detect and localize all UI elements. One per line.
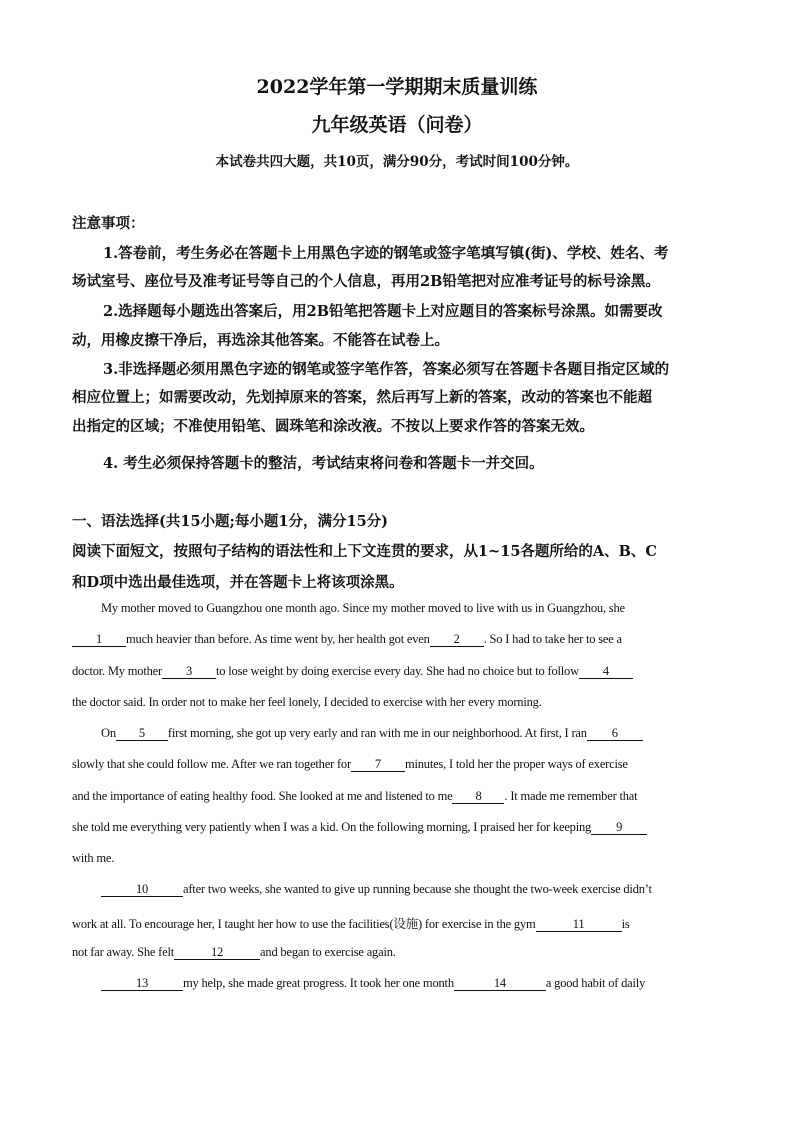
passage-line: she told me everything very patiently when I was a kid. On the following morning, I praised her for keeping 9 bbox=[72, 820, 724, 835]
notice-line: 场试室号、座位号及准考证号等自己的个人信息，再用2B铅笔把对应准考证号的标号涂黑。 bbox=[72, 273, 660, 290]
notice-line: 1.答卷前，考生务必在答题卡上用黑色字迹的钢笔或签字笔填写镇(街)、学校、姓名、考 bbox=[103, 245, 669, 262]
exam-subtitle: 九年级英语（问卷） bbox=[311, 114, 483, 136]
answer-blank: 5 bbox=[116, 726, 168, 741]
answer-blank: 7 bbox=[351, 757, 405, 772]
exam-title: 2022学年第一学期期末质量训练 bbox=[256, 76, 538, 98]
passage-line: 13 my help, she made great progress. It took her one month 14 a good habit of daily bbox=[101, 976, 753, 991]
passage-line: not far away. She felt 12 and began to exercise again. bbox=[72, 945, 396, 959]
notice-line: 3.非选择题必须用黑色字迹的钢笔或签字笔作答，答案必须写在答题卡各题目指定区域的 bbox=[103, 361, 670, 378]
notice-line: 4. 考生必须保持答题卡的整洁，考试结束将问卷和答题卡一并交回。 bbox=[103, 455, 544, 472]
notice-line: 相应位置上；如需要改动，先划掉原来的答案，然后再写上新的答案，改动的答案也不能超 bbox=[72, 389, 652, 406]
section-instructions: 阅读下面短文，按照句子结构的语法性和上下文连贯的要求，从1~15各题所给的A、B、C bbox=[72, 543, 657, 560]
answer-blank: 3 bbox=[162, 664, 216, 679]
answer-blank: 8 bbox=[452, 789, 504, 804]
answer-blank: 10 bbox=[101, 882, 183, 897]
passage-line: work at all. To encourage her, I taught her how to use the facilities(设施) for exercise in the gym 11 is bbox=[72, 917, 630, 931]
section-heading: 一、语法选择(共15小题;每小题1分，满分15分) bbox=[72, 513, 389, 530]
notice-line: 出指定的区域；不准使用铅笔、圆珠笔和涂改液。不按以上要求作答的答案无效。 bbox=[72, 418, 594, 435]
passage-line: with me. bbox=[72, 851, 115, 865]
passage-line: 1 much heavier than before. As time went by, her health got even 2 . So I had to take her to see a bbox=[72, 632, 724, 647]
answer-blank: 14 bbox=[454, 976, 546, 991]
passage-line: My mother moved to Guangzhou one month ago. Since my mother moved to live with us in Guangzhou, she bbox=[101, 601, 625, 615]
passage-line: slowly that she could follow me. After we ran together for 7 minutes, I told her the proper ways of exercise bbox=[72, 757, 628, 771]
answer-blank: 6 bbox=[587, 726, 643, 741]
exam-info: 本试卷共四大题，共10页，满分90分，考试时间100分钟。 bbox=[215, 154, 579, 170]
answer-blank: 4 bbox=[579, 664, 633, 679]
notice-line: 2.选择题每小题选出答案后，用2B铅笔把答题卡上对应题目的答案标号涂黑。如需要改 bbox=[103, 303, 663, 320]
passage-line: the doctor said. In order not to make her feel lonely, I decided to exercise with her every morning. bbox=[72, 695, 542, 709]
section-instructions: 和D项中选出最佳选项，并在答题卡上将该项涂黑。 bbox=[72, 574, 404, 591]
passage-line: doctor. My mother 3 to lose weight by doing exercise every day. She had no choice but to follow 4 bbox=[72, 664, 724, 679]
notice-line: 动，用橡皮擦干净后，再选涂其他答案。不能答在试卷上。 bbox=[72, 332, 449, 349]
passage-line: and the importance of eating healthy food. She looked at me and listened to me 8 . It made me remember that bbox=[72, 789, 638, 803]
answer-blank: 1 bbox=[72, 632, 126, 647]
passage-line: 10 after two weeks, she wanted to give up running because she thought the two-week exercise didn’t bbox=[101, 882, 753, 897]
answer-blank: 2 bbox=[430, 632, 484, 647]
answer-blank: 9 bbox=[591, 820, 647, 835]
answer-blank: 13 bbox=[101, 976, 183, 991]
answer-blank: 11 bbox=[536, 917, 622, 932]
notice-heading: 注意事项： bbox=[72, 215, 145, 232]
passage-line: On 5 first morning, she got up very early and ran with me in our neighborhood. At first, I ran 6 bbox=[101, 726, 753, 741]
answer-blank: 12 bbox=[174, 945, 260, 960]
